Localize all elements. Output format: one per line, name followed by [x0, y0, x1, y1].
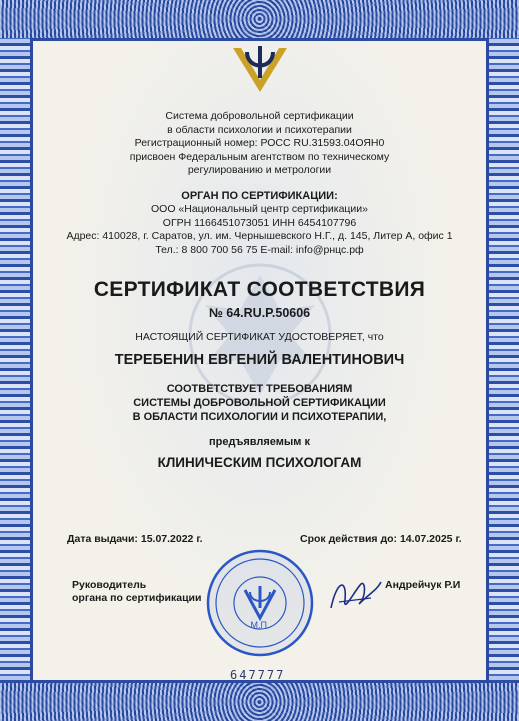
official-stamp — [205, 548, 315, 658]
issue-date: Дата выдачи: 15.07.2022 г. — [67, 533, 203, 545]
certification-system-info — [30, 110, 489, 178]
head-label-line: органа по сертификации — [72, 592, 202, 604]
certification-body-title: ОРГАН ПО СЕРТИФИКАЦИИ: — [181, 190, 338, 202]
system-line: в области психологии и психотерапии — [167, 123, 352, 136]
org-line: Адрес: 410028, г. Саратов, ул. им. Чернышевского Н.Г., д. 145, Литер А, офис 1 — [66, 230, 453, 242]
signer-name: Андрейчук Р.И — [385, 579, 461, 591]
psi-emblem-icon — [225, 40, 295, 100]
certifies-text: НАСТОЯЩИЙ СЕРТИФИКАТ УДОСТОВЕРЯЕТ, что — [135, 331, 384, 343]
top-ornament — [0, 0, 519, 38]
handwritten-signature — [325, 570, 385, 620]
compliance-line: СИСТЕМЫ ДОБРОВОЛЬНОЙ СЕРТИФИКАЦИИ — [133, 397, 386, 409]
certificate-title: СЕРТИФИКАТ СООТВЕТСТВИЯ — [93, 278, 426, 301]
compliance-line: СООТВЕТСТВУЕТ ТРЕБОВАНИЯМ — [166, 383, 353, 395]
profession: КЛИНИЧЕСКИМ ПСИХОЛОГАМ — [157, 455, 362, 470]
system-line: регулированию и метрологии — [187, 164, 332, 176]
system-line: Система добровольной сертификации — [165, 110, 354, 122]
certification-body-info — [30, 203, 489, 257]
compliance-line: В ОБЛАСТИ ПСИХОЛОГИИ И ПСИХОТЕРАПИИ, — [132, 411, 387, 423]
bottom-ornament — [0, 683, 519, 721]
system-line: Регистрационный номер: РОСС RU.31593.04ОЯН0 — [134, 137, 385, 149]
org-line: Тел.: 8 800 700 56 75 E-mail: info@рнцс.рф — [155, 243, 364, 256]
compliance-statement — [30, 382, 489, 424]
org-line: ОГРН 1166451073051 ИНН 6454107796 — [162, 216, 357, 229]
right-ornament — [489, 38, 519, 683]
presented-text: предъявляемым к — [209, 436, 310, 448]
org-line: ООО «Национальный центр сертификации» — [151, 203, 368, 215]
head-label-line: Руководитель — [72, 579, 147, 591]
serial-number: 647777 — [230, 668, 286, 682]
certificate-number: № 64.RU.P.50606 — [208, 306, 311, 320]
stamp-mp-label: М.П. — [250, 620, 270, 630]
system-line: присвоен Федеральным агентством по техническому — [129, 150, 390, 163]
holder-name: ТЕРЕБЕНИН ЕВГЕНИЙ ВАЛЕНТИНОВИЧ — [114, 352, 405, 368]
left-ornament — [0, 38, 30, 683]
head-of-body-label — [72, 579, 201, 605]
valid-until-date: Срок действия до: 14.07.2025 г. — [300, 533, 462, 545]
